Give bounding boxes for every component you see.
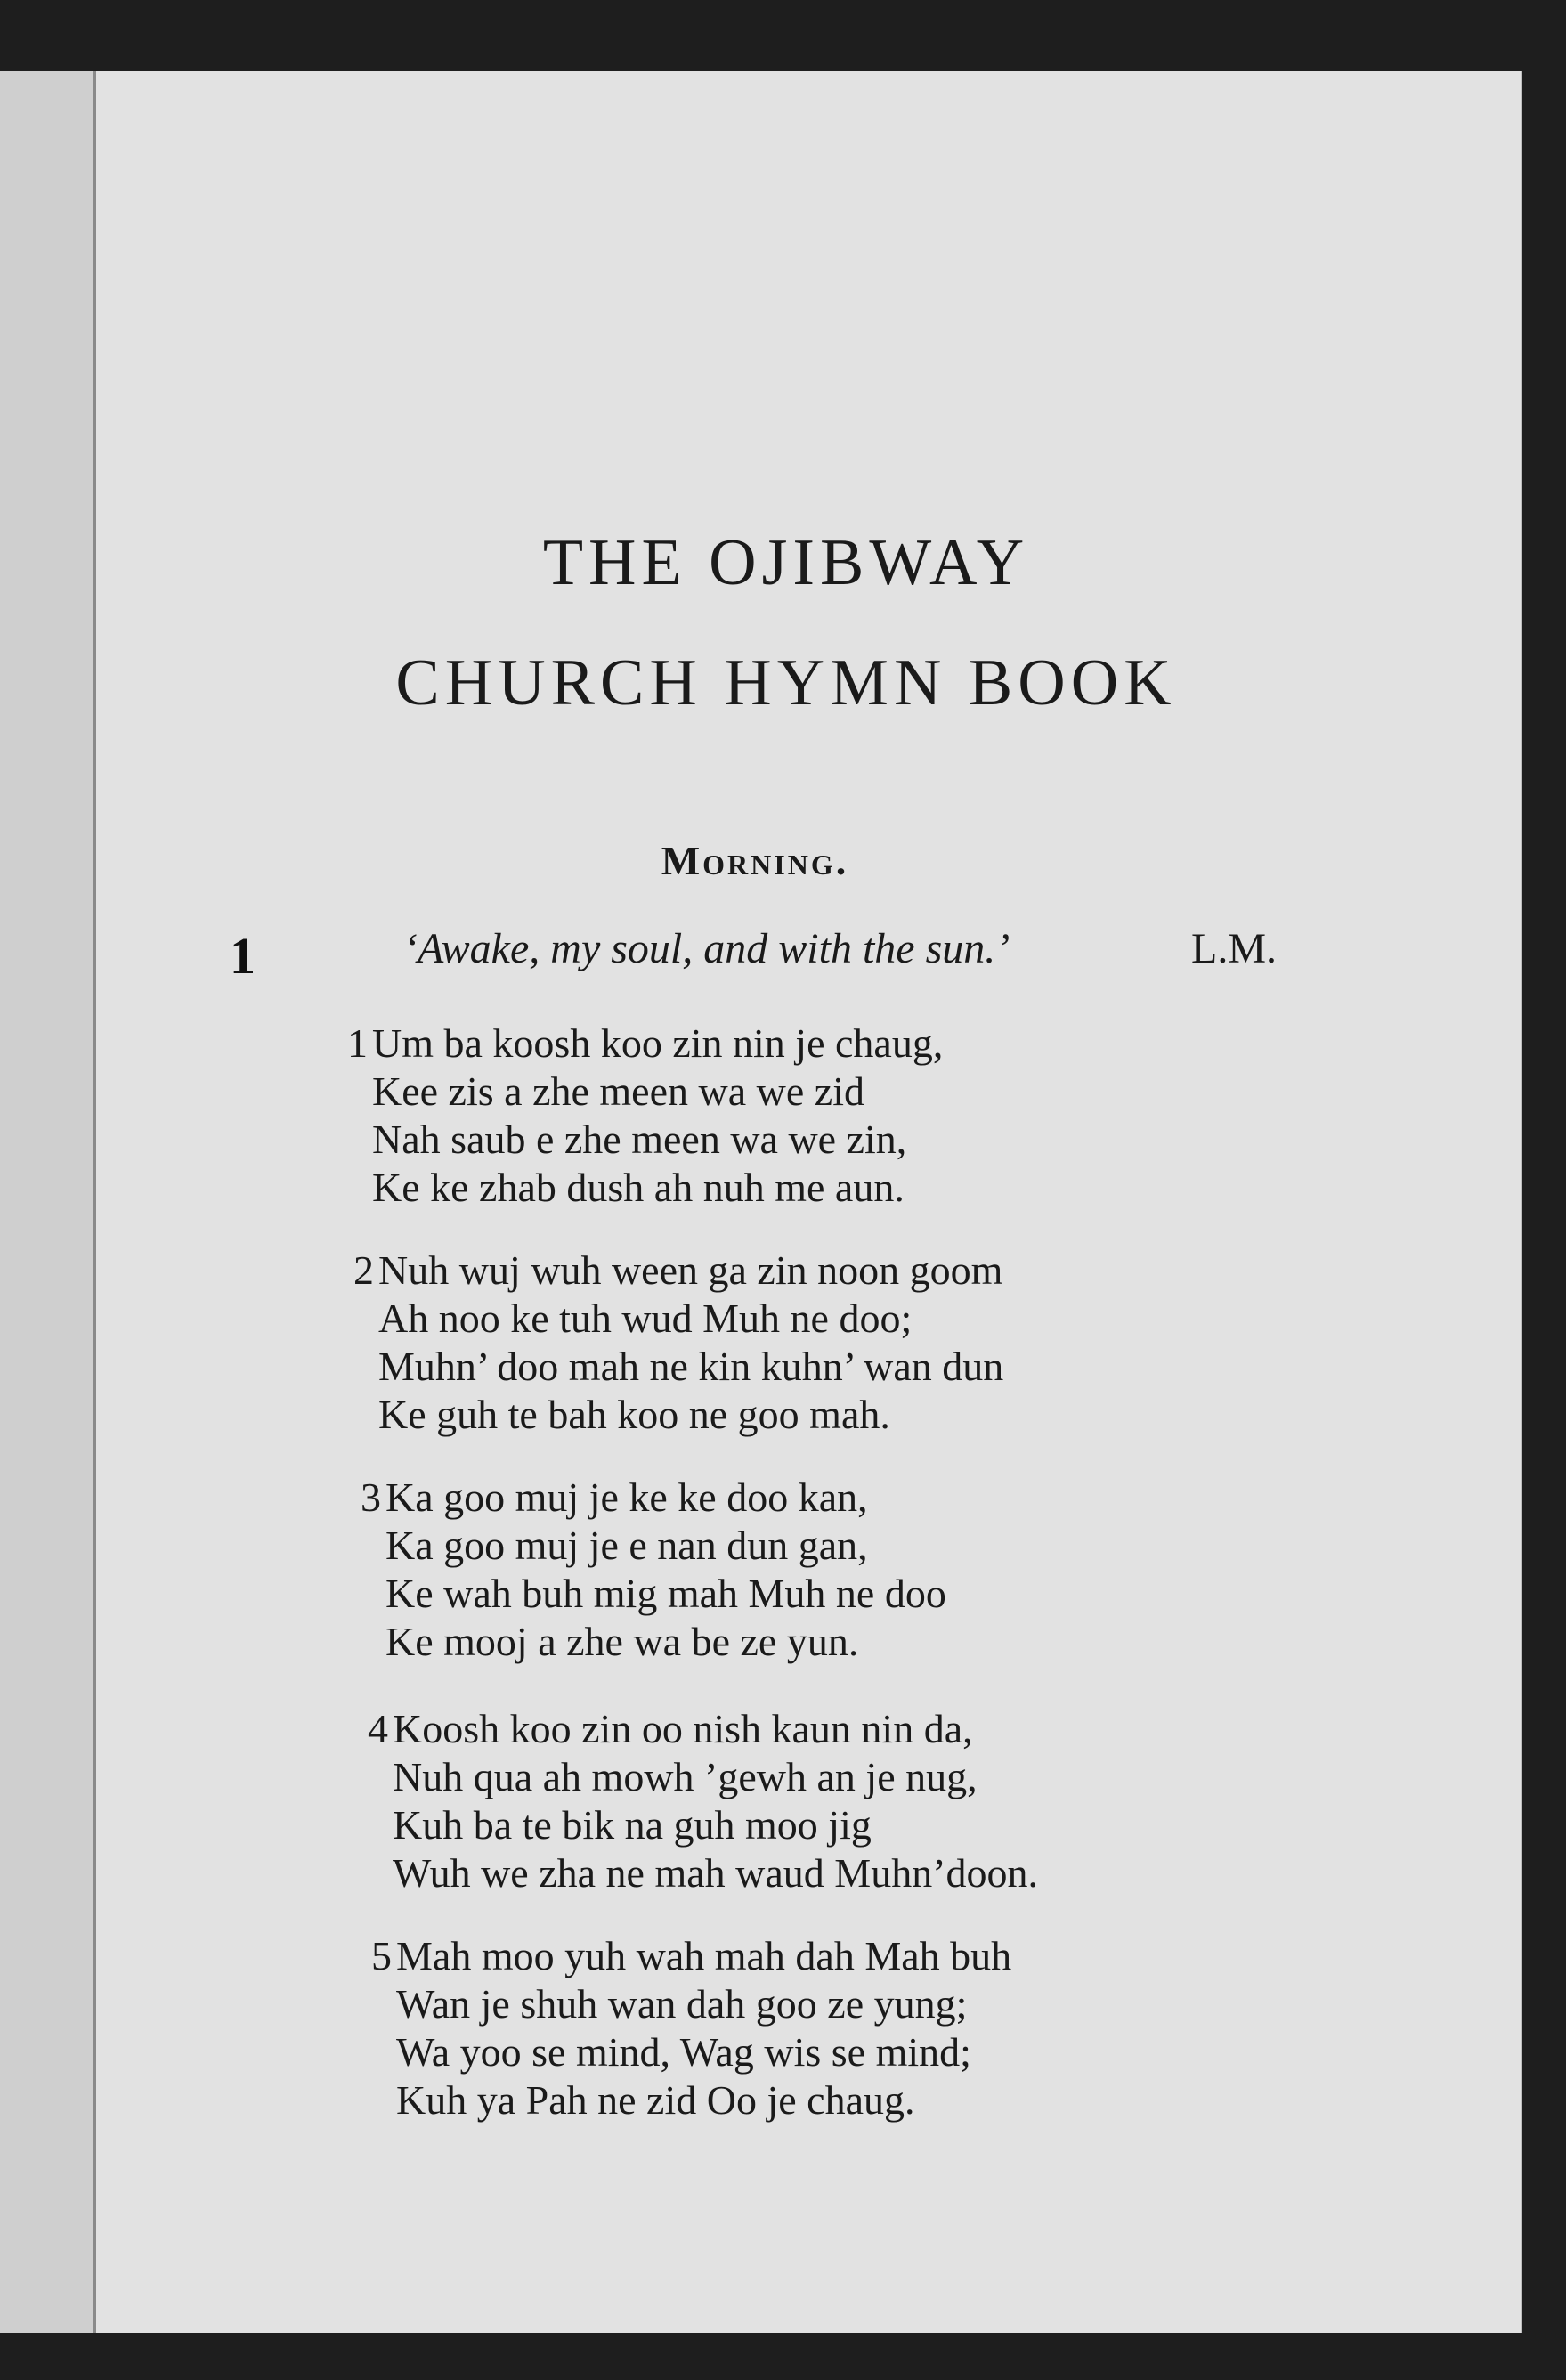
- verse-line: Kuh ya Pah ne zid Oo je chaug.: [396, 2077, 915, 2123]
- verse-line: Kee zis a zhe meen wa we zid: [372, 1068, 864, 1114]
- verse-number: 2: [353, 1247, 374, 1293]
- verse-number: 1: [347, 1020, 368, 1066]
- verse-line: Ke wah buh mig mah Muh ne doo: [385, 1571, 946, 1616]
- hymn-first-line: ‘Awake, my soul, and with the sun.’: [403, 925, 1010, 972]
- verse-number: 4: [368, 1706, 388, 1751]
- verse-line: Koosh koo zin oo nish kaun nin da,: [393, 1706, 973, 1751]
- verse-line: Kuh ba te bik na guh moo jig: [393, 1802, 872, 1848]
- book-title-line-1: THE OJIBWAY: [542, 526, 1030, 599]
- verse-line: Um ba koosh koo zin nin je chaug,: [372, 1020, 944, 1066]
- verse-line: Wa yoo se mind, Wag wis se mind;: [396, 2029, 971, 2075]
- verse-line: Ah noo ke tuh wud Muh ne doo;: [378, 1296, 913, 1341]
- verse-line: Nah saub e zhe meen wa we zin,: [372, 1117, 907, 1162]
- verse-line: Ke mooj a zhe wa be ze yun.: [385, 1619, 859, 1664]
- verse-line: Ke guh te bah koo ne goo mah.: [378, 1392, 890, 1437]
- verse-number: 3: [361, 1474, 381, 1520]
- verse-number: 5: [371, 1933, 392, 1978]
- previous-page-edge: [0, 71, 96, 2333]
- verse-line: Muhn’ doo mah ne kin kuhn’ wan dun: [378, 1344, 1004, 1389]
- verse-line: Ka goo muj je e nan dun gan,: [385, 1523, 868, 1568]
- section-heading: Morning.: [661, 838, 849, 883]
- verse-line: Ka goo muj je ke ke doo kan,: [385, 1474, 868, 1520]
- verse-line: Ke ke zhab dush ah nuh me aun.: [372, 1165, 905, 1210]
- verse-line: Nuh wuj wuh ween ga zin noon goom: [378, 1247, 1003, 1293]
- hymn-number: 1: [230, 927, 256, 985]
- verse-line: Wuh we zha ne mah waud Muhn’doon.: [393, 1850, 1039, 1896]
- verse-line: Nuh qua ah mowh ’gewh an je nug,: [393, 1754, 978, 1799]
- book-page: [96, 71, 1522, 2333]
- verse-line: Mah moo yuh wah mah dah Mah buh: [396, 1933, 1012, 1978]
- book-title-line-2: CHURCH HYMN BOOK: [395, 646, 1177, 719]
- hymn-meter: L.M.: [1191, 925, 1277, 972]
- verse-line: Wan je shuh wan dah goo ze yung;: [396, 1981, 968, 2027]
